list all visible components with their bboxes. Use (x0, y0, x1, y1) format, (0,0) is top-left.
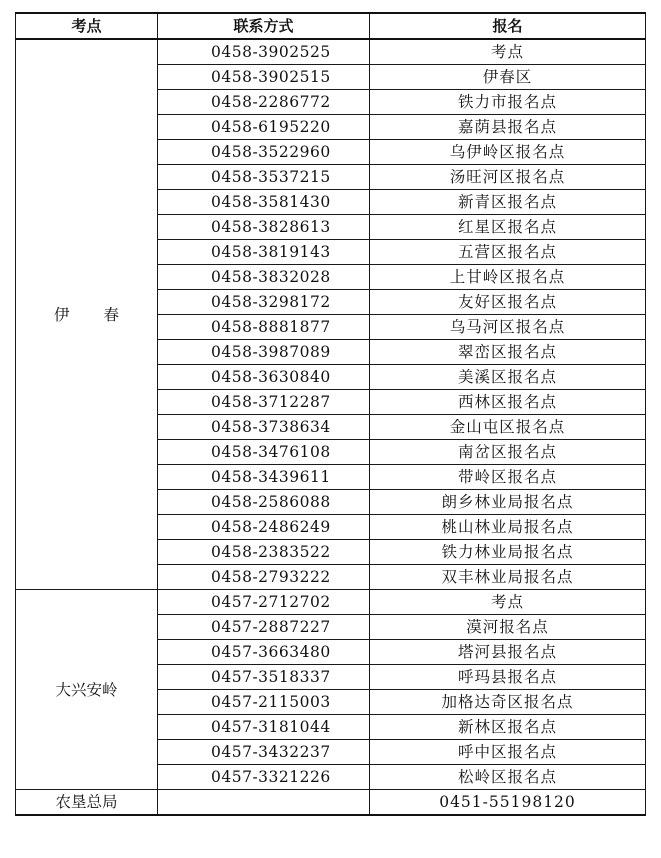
site-cell (16, 790, 158, 816)
phone-cell: 0458-3581430 (158, 190, 370, 215)
phone-cell: 0457-2115003 (158, 690, 370, 715)
registration-point-cell: 桃山林业局报名点 (370, 515, 646, 540)
registration-point-cell: 上甘岭区报名点 (370, 265, 646, 290)
site-name: 农垦总局 (55, 793, 118, 811)
phone-cell: 0458-3819143 (158, 240, 370, 265)
site-name: 伊春 (53, 305, 154, 324)
registration-point-cell: 铁力市报名点 (370, 90, 646, 115)
registration-point-cell: 松岭区报名点 (370, 765, 646, 790)
phone-cell: 0458-6195220 (158, 115, 370, 140)
registration-point-cell: 红星区报名点 (370, 215, 646, 240)
phone-cell: 0458-2486249 (158, 515, 370, 540)
phone-cell: 0458-3987089 (158, 340, 370, 365)
phone-cell: 0458-2793222 (158, 565, 370, 590)
table-header (16, 13, 646, 39)
phone-cell: 0458-2383522 (158, 540, 370, 565)
phone-cell: 0458-3522960 (158, 140, 370, 165)
phone-cell: 0458-3902525 (158, 39, 370, 65)
phone-cell: 0457-3181044 (158, 715, 370, 740)
registration-point-cell: 铁力林业局报名点 (370, 540, 646, 565)
registration-point-cell: 呼中区报名点 (370, 740, 646, 765)
phone-cell: 0458-3298172 (158, 290, 370, 315)
phone-cell: 0458-3439611 (158, 465, 370, 490)
table-row (16, 590, 646, 615)
contact-table-container (15, 12, 646, 816)
table-body (16, 39, 646, 815)
phone-cell (158, 790, 370, 816)
phone-cell: 0458-3738634 (158, 415, 370, 440)
registration-point-cell: 五营区报名点 (370, 240, 646, 265)
phone-cell: 0457-3321226 (158, 765, 370, 790)
phone-cell: 0457-3663480 (158, 640, 370, 665)
phone-cell: 0458-3712287 (158, 390, 370, 415)
header-row (16, 13, 646, 39)
phone-cell: 0457-3518337 (158, 665, 370, 690)
registration-point-cell: 美溪区报名点 (370, 365, 646, 390)
phone-cell: 0457-2712702 (158, 590, 370, 615)
header-site: 考点 (16, 13, 158, 39)
header-register: 报名 (370, 13, 646, 39)
phone-cell: 0458-3828613 (158, 215, 370, 240)
registration-point-cell: 考点 (370, 590, 646, 615)
registration-point-cell: 新青区报名点 (370, 190, 646, 215)
registration-point-cell: 西林区报名点 (370, 390, 646, 415)
registration-point-cell: 漠河报名点 (370, 615, 646, 640)
contact-table (15, 12, 646, 816)
registration-point-cell: 翠峦区报名点 (370, 340, 646, 365)
registration-point-cell: 新林区报名点 (370, 715, 646, 740)
registration-point-cell: 南岔区报名点 (370, 440, 646, 465)
registration-point-cell: 加格达奇区报名点 (370, 690, 646, 715)
phone-cell: 0457-3432237 (158, 740, 370, 765)
phone-cell: 0458-3630840 (158, 365, 370, 390)
registration-point-cell: 朗乡林业局报名点 (370, 490, 646, 515)
registration-point-cell: 带岭区报名点 (370, 465, 646, 490)
registration-point-cell: 双丰林业局报名点 (370, 565, 646, 590)
header-contact: 联系方式 (158, 13, 370, 39)
registration-point-cell: 伊春区 (370, 65, 646, 90)
table-row (16, 39, 646, 65)
phone-cell: 0458-3832028 (158, 265, 370, 290)
registration-point-cell: 汤旺河区报名点 (370, 165, 646, 190)
site-cell (16, 590, 158, 790)
site-cell (16, 39, 158, 590)
registration-point-cell: 乌马河区报名点 (370, 315, 646, 340)
registration-point-cell: 金山屯区报名点 (370, 415, 646, 440)
registration-point-cell: 0451-55198120 (370, 790, 646, 816)
phone-cell: 0457-2887227 (158, 615, 370, 640)
registration-point-cell: 友好区报名点 (370, 290, 646, 315)
phone-cell: 0458-8881877 (158, 315, 370, 340)
phone-cell: 0458-3537215 (158, 165, 370, 190)
phone-cell: 0458-3902515 (158, 65, 370, 90)
site-name: 大兴安岭 (55, 680, 118, 699)
phone-cell: 0458-2586088 (158, 490, 370, 515)
table-row (16, 790, 646, 816)
phone-cell: 0458-3476108 (158, 440, 370, 465)
phone-cell: 0458-2286772 (158, 90, 370, 115)
registration-point-cell: 嘉荫县报名点 (370, 115, 646, 140)
registration-point-cell: 呼玛县报名点 (370, 665, 646, 690)
registration-point-cell: 塔河县报名点 (370, 640, 646, 665)
registration-point-cell: 考点 (370, 39, 646, 65)
registration-point-cell: 乌伊岭区报名点 (370, 140, 646, 165)
